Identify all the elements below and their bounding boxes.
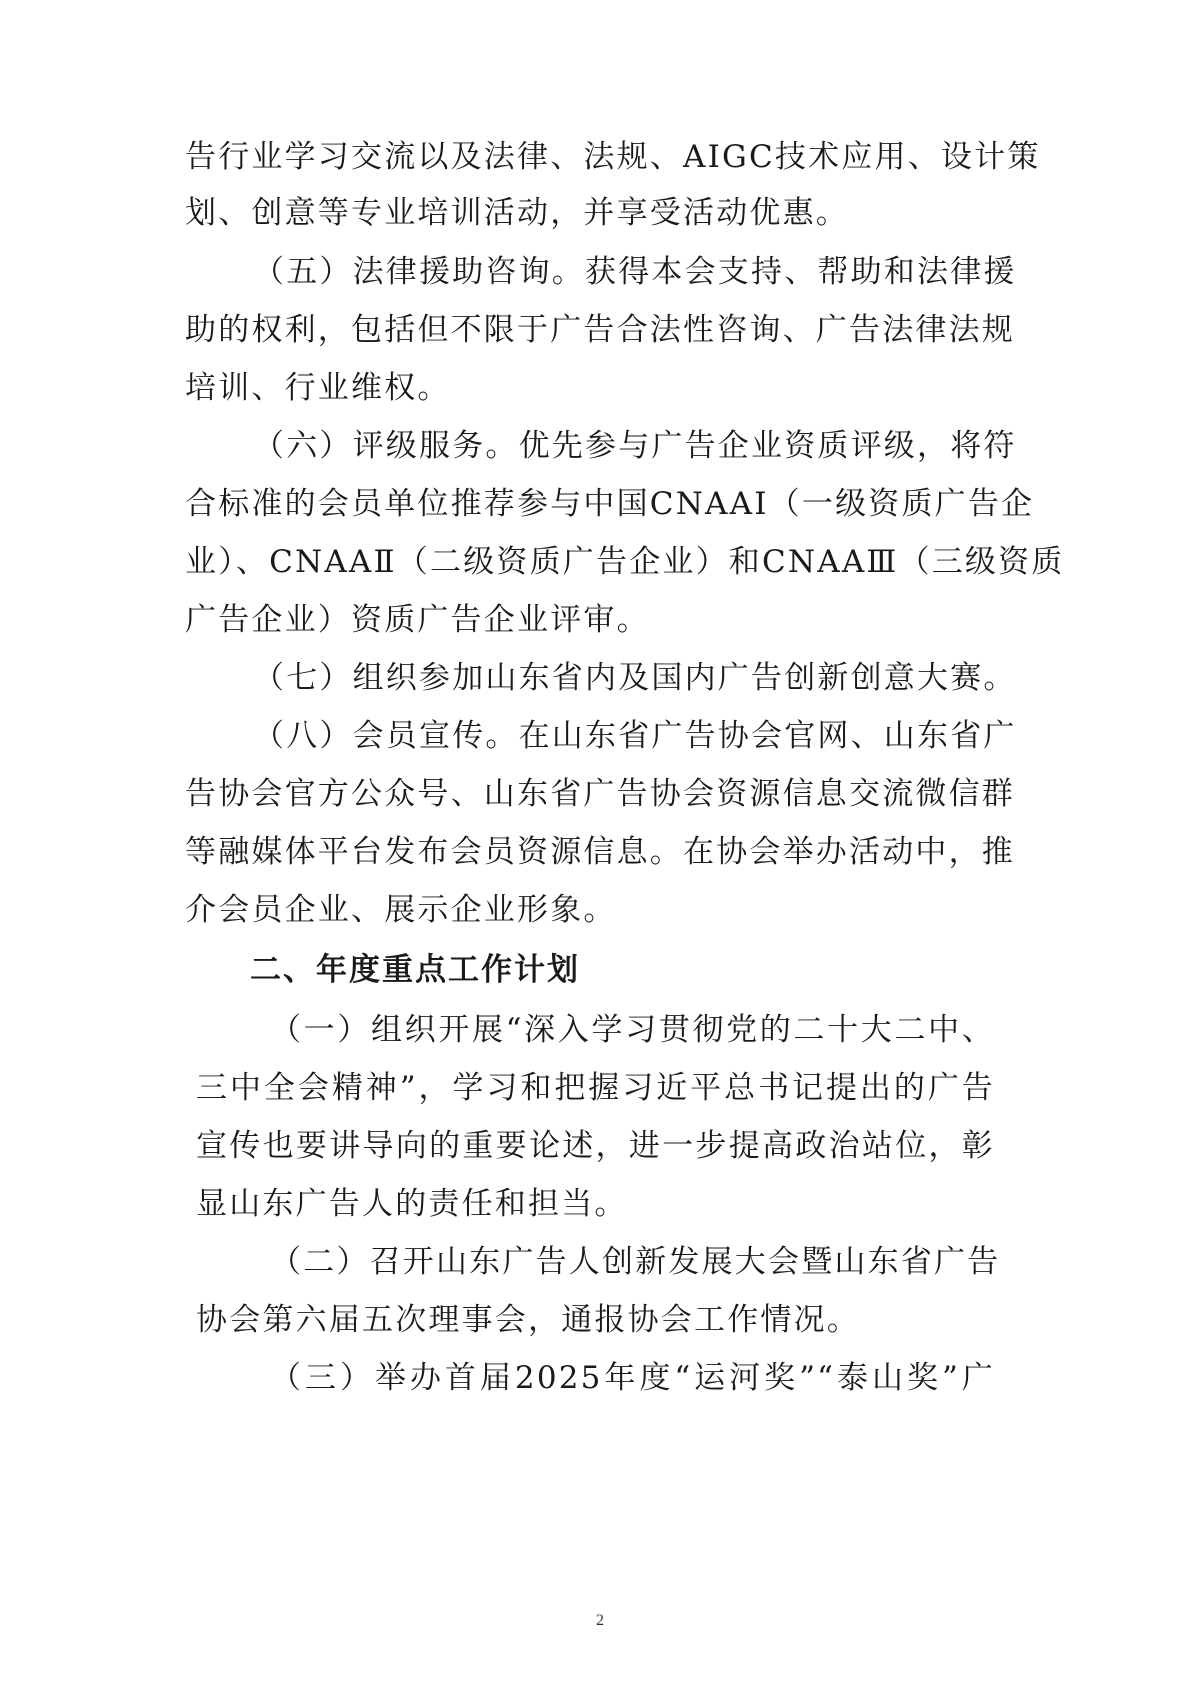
text-line-21: 协会第六届五次理事会，通报协会工作情况。 xyxy=(196,1302,860,1338)
text-line-9: 广告企业）资质广告企业评审。 xyxy=(185,602,650,638)
text-line-1: 告行业学习交流以及法律、法规、AIGC技术应用、设计策 xyxy=(185,139,1041,175)
plan-item-3-start: （三）举办首届2025年度“运河奖”“泰山奖”广 xyxy=(270,1360,995,1396)
text-line-7: 合标准的会员单位推荐参与中国CNAAⅠ（一级资质广告企 xyxy=(185,486,1035,522)
section-heading: 二、年度重点工作计划 xyxy=(250,952,580,988)
plan-item-1-start: （一）组织开展“深入学习贯彻党的二十大二中、 xyxy=(270,1012,995,1048)
paragraph-8-start: （八）会员宣传。在山东省广告协会官网、山东省广 xyxy=(253,718,1017,754)
text-line-14: 介会员企业、展示企业形象。 xyxy=(185,892,617,928)
text-line-18: 宣传也要讲导向的重要论述，进一步提高政治站位，彰 xyxy=(196,1128,995,1164)
page-number: 2 xyxy=(596,1612,604,1629)
text-line-2: 划、创意等专业培训活动，并享受活动优惠。 xyxy=(185,195,849,231)
plan-item-2-start: （二）召开山东广告人创新发展大会暨山东省广告 xyxy=(270,1244,1001,1280)
paragraph-6-start: （六）评级服务。优先参与广告企业资质评级，将符 xyxy=(253,428,1017,464)
text-line-17: 三中全会精神”，学习和把握习近平总书记提出的广告 xyxy=(196,1070,995,1106)
paragraph-7: （七）组织参加山东省内及国内广告创新创意大赛。 xyxy=(253,660,1017,696)
text-line-4: 助的权利，包括但不限于广告合法性咨询、广告法律法规 xyxy=(185,312,1015,348)
text-line-19: 显山东广告人的责任和担当。 xyxy=(196,1186,628,1222)
paragraph-5-start: （五）法律援助咨询。获得本会支持、帮助和法律援 xyxy=(253,254,1017,290)
text-line-12: 告协会官方公众号、山东省广告协会资源信息交流微信群 xyxy=(185,776,1015,812)
text-line-13: 等融媒体平台发布会员资源信息。在协会举办活动中，推 xyxy=(185,834,1015,870)
text-line-5: 培训、行业维权。 xyxy=(185,370,451,406)
text-line-8: 业）、CNAAⅡ（二级资质广告企业）和CNAAⅢ（三级资质 xyxy=(185,544,1065,580)
